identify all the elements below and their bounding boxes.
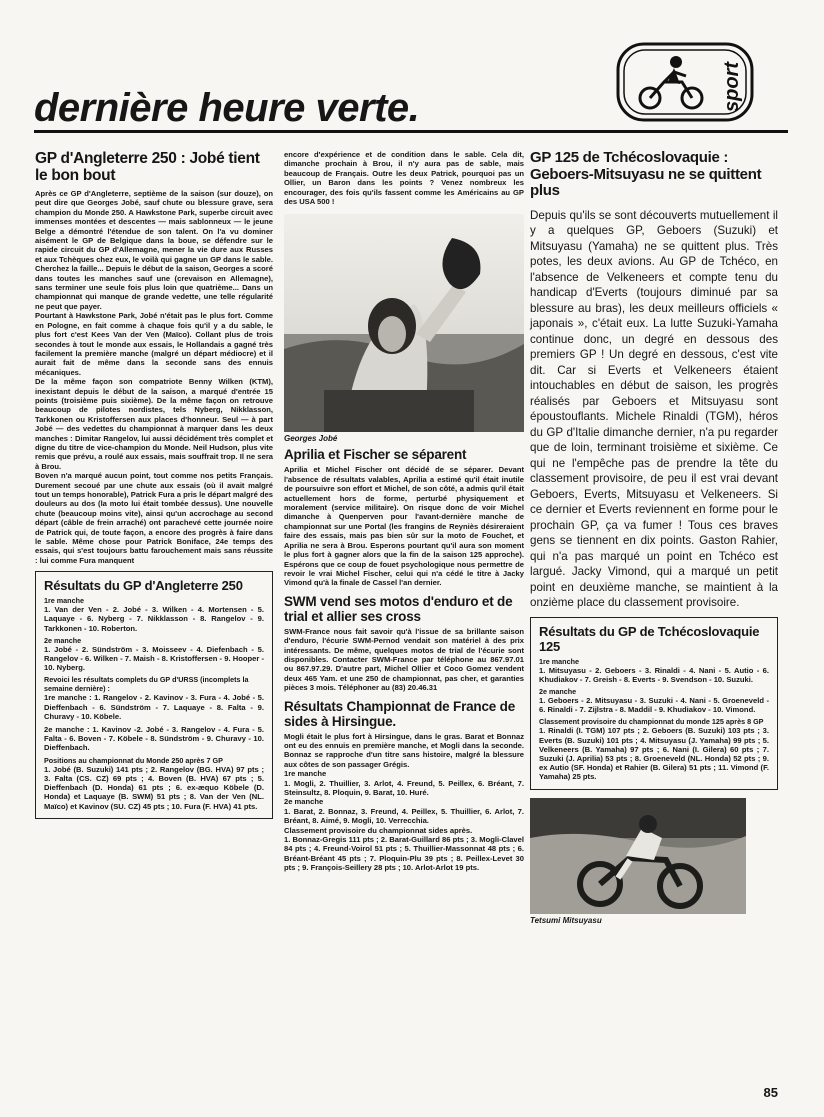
results-label: 2e manche [44, 635, 82, 645]
section-title: dernière heure verte. [34, 86, 420, 130]
headline-tchecoslovaquie: GP 125 de Tchécoslovaquie : Geboers-Mitsuyasu ne se quittent plus [530, 149, 762, 199]
sport-motocross-logo [616, 42, 754, 122]
article-swm: SWM-France nous fait savoir qu'à l'issue de sa brillante saison d'enduro, l'écurie SWM-Pernod vendait son matériel à des prix intéressants. De même, quelques motos de trial de l'écurie sont disponibles. Contacter SWM-France par téléphone au 867.97.01 ou 867.97.29. D'autre part, Michel Ollier et Coco Gomez vendent deux 465 Yam. et une 250 de championnat, pas cher, et garanties pièces 3 mois. Téléphoner au (83) 20.46.31 [284, 626, 524, 693]
article-paragraph: De la même façon son compatriote Benny Wilken (KTM), inexistant depuis le début de la saison, a marqué d'entrée 15 points (troisième puis sixième). De la même façon on retrouve beaucoup de pilotes nordistes, tels Nyberg, Nikklasson, Tarkkonen ou Kristoffersen aux places d'honneur. Seul — à part Jobé — des vedettes du championnat à marquer dans les deux manches : Dimitar Rangelov, lui aussi décidément très complet et digne du titre de vice-champion du Monde. Neil Hudson, plus vite remis que prévu, a roulé aux essais, mais souffrait trop. Il ne sera à Brou. [35, 377, 273, 471]
article-paragraph: Après ce GP d'Angleterre, septième de la saison (sur douze), on peut dire que Georges Jobé, sauf chute ou blessure grave, sera champion du Monde 250. A Hawkstone Park, superbe circuit avec immenses montées et descentes — mais sablonneux — le jeune Belge a démontré l'étendue de son talent. On l'a vu dominer aisément le GP de Belgique dans la boue, se défendre sur le rapide circuit du GP d'Allemagne, mener la vie dure aux Russes et aux Tchèques chez eux, le voilà qui gagne un GP dans le sable. Cherchez la faille... Depuis le début de la saison, Georges a scoré dans toutes les manches sauf une (crevaison en Allemagne), sans terminer une seule fois plus loin que quatrième... Dans un championnat qui manque de grande vedette, une telle régularité ne peut que payer. [35, 189, 273, 311]
photo-georges-jobe [284, 214, 524, 432]
title-rule [34, 130, 788, 133]
photo-caption: Georges Jobé [284, 434, 338, 444]
results-box-tchecoslovaquie [530, 617, 778, 790]
photo-mitsuyasu [530, 798, 746, 914]
article-paragraph: Boven n'a marqué aucun point, tout comme nos petits Français. Durement secoué par une chute aux essais (où il avait malgré tout un temps honorable), Patrick Fura a pris le départ malgré des douleurs au dos (la moto lui était tombée dessus). Une nouvelle chute (beaucoup moins vite), ainsi qu'un accrochage au second départ (câble de frein arraché) ont parachevé cette journée noire de Patrick qui, de toute façon, a encore des progrès à faire dans le sable. Même chose pour Patrick Boniface, 24e temps des essais, qui s'est toujours battu farouchement mais sans réussite : lui comme Fura manquent [35, 471, 273, 565]
column-tchecoslovaquie [530, 150, 778, 925]
results-text: 1. Mogli, 2. Thuillier, 3. Arlot, 4. Freund, 5. Peillex, 6. Bréant, 7. Steinsultz, 8. Ploquin, 9. Barat, 10. Huré. [284, 778, 524, 797]
results-label: 2e manche [284, 797, 324, 807]
results-label: 1re manche [44, 596, 84, 606]
results-label: 2e manche [539, 686, 577, 696]
results-text: 1. Geboers - 2. Mitsuyasu - 3. Suzuki - 4. Nani - 5. Groeneveld - 6. Rinaldi - 7. Zijlstra - 8. Maddil - 9. Khudiakov - 10. Vimond. [539, 695, 769, 715]
results-label: 1re manche [284, 769, 327, 779]
page-number: 85 [763, 1085, 778, 1100]
results-label: Positions au championnat du Monde 250 après 7 GP [44, 755, 223, 765]
results-text: 1. Rinaldi (I. TGM) 107 pts ; 2. Geboers (B. Suzuki) 103 pts ; 3. Everts (B. Suzuki) 101 pts ; 4. Mitsuyasu (J. Yamaha) 99 pts ; 5. Velkeneers (B. Yamaha) 97 pts ; 6. Nani (I. Gilera) 60 pts ; 7. Suzuki (J. Aprilia) 53 pts ; 8. Groeneveld (NL. Honda) 52 pts ; 9. ex Autio (SF. Honda) et Rahier (B. Gilera) 51 pts ; 11. Vimond (F. Yamaha) 25 pts. [539, 726, 769, 782]
sport-badge-text: sport [721, 62, 743, 112]
article-aprilia-fischer: Aprilia et Michel Fischer ont décidé de se séparer. Devant l'absence de résultats valables, Aprilia a estimé qu'il était inutile de poursuivre son effort et Michel, de son côté, a admis qu'il était actuellement hors de forme, perturbé physiquement et moralement (service militaire). On risque donc de voir Michel dimanche à Quenperven pour l'avant-dernière manche de championnat sur une Portal (les frangins de Reyniès désireraient faire des essais, mais pas bien sûr sur la moto de Fouchet, et Aprilia ne sera à Brou. Esperons pourtant qu'il aura son moment le plus fort à gagner alors que la fin de la saison 125 approche). Espérons que ce coup de fouet psychologique nous permettre de revoir le vrai Michel Fischer, celui qui n'a cédé le titre à Jacky Vimond qu'à la finale de Cassel l'an dernier. [284, 465, 524, 588]
results-box-angleterre [35, 571, 273, 818]
headline-swm: SWM vend ses motos d'enduro et de trial et allier ses cross [284, 593, 513, 624]
photo-caption: Tetsumi Mitsuyasu [530, 915, 602, 925]
results-title: Résultats du GP d'Angleterre 250 [44, 578, 243, 594]
photo-jobe-image [284, 214, 524, 432]
article-tchecoslovaquie: Depuis qu'ils se sont découverts mutuellement il y a quelques GP, Geboers (Suzuki) et Mitsuyasu (Yamaha) ne se quittent plus. Très potes, les deux avions. Au GP de Tchéco, en l'absence de Velkeneers et compte tenu du handicap d'Everts (toujours diminué par sa blessure au bras), les deux meilleurs officiels « japonais », c'était eux. La lutte Suzuki-Yamaha continue donc, un degré en dessous des premiers GP ! Un degré en dessous, c'est vite dit. Car si Everts et Velkeneers étaient intouchables en début de saison, les progrès réalisés par Geboers et Mitsuyasu sont époustouflants. Michele Rinaldi (TGM), héros du GP d'Italie dimanche dernier, n'a pu regarder que de loin, terminant troisième et sixième. Ce qui ne l'empêche pas de prendre la tête du classement provisoire, de peu il est vrai devant Geboers, Everts, Mitsuyasu et Velkeneers. Si ce dernier et Everts reviennent en forme pour le prochain GP, ça va fumer ! Tous ces braves gens se tiennent en dix points. Gaston Rahier, qui n'a pas marqué un point en Tchéco est largué. Jacky Vimond, qui a marqué un petit point en deuxième manche, se maintient à la onzième place du classement provisoire. [530, 208, 778, 609]
headline-angleterre: GP d'Angleterre 250 : Jobé tient le bon bout [35, 150, 260, 184]
results-label: Revoici les résultats complets du GP d'URSS (incomplets la semaine dernière) : [44, 675, 249, 694]
results-text: 1re manche : 1. Rangelov - 2. Kavinov - 3. Fura - 4. Jobé - 5. Dieffenbach - 6. Sündström - 7. Laquaye - 8. Falta - 9. Churavy - 10. Köbele. [44, 693, 264, 721]
photo-mitsuyasu-image [530, 798, 746, 914]
results-text: 1. Barat, 2. Bonnaz, 3. Freund, 4. Peillex, 5. Thuillier, 6. Arlot, 7. Bréant, 8. Aimé, 9. Mogli, 10. Verrecchia. [284, 806, 524, 826]
results-title: Résultats du GP de Tchécoslovaquie 125 [539, 623, 760, 654]
results-label: 1re manche [539, 656, 579, 666]
results-text: 1. Jobé - 2. Sündström - 3. Moisseev - 4. Diefenbach - 5. Rangelov - 6. Wilken - 7. Maish - 8. Kristoffersen - 9. Hooper - 10. Nyberg. [44, 644, 264, 673]
results-text: 1. Jobé (B. Suzuki) 141 pts ; 2. Rangelov (BG. HVA) 97 pts ; 3. Falta (CS. CZ) 69 pts ; 4. Boven (B. HVA) 67 pts ; 5. Dieffenbach (D. Honda) 61 pts ; 6. ex-æquo Köbele (D. Honda) et Laquaye (B. SWM) 51 pts ; 8. Van der Ven (NL. Maïco) et Kavinov (SU. CZ) 45 pts ; 10. Fura (F. HVA) 41 pts. [44, 764, 264, 811]
headline-aprilia-fischer: Aprilia et Fischer se séparent [284, 447, 467, 463]
results-text: 1. Bonnaz-Gregis 111 pts ; 2. Barat-Guillard 86 pts ; 3. Mogli-Clavel 84 pts ; 4. Freund-Voirol 51 pts ; 5. Thuillier-Massonnat 48 pts ; 6. Bréant-Bréant 45 pts ; 7. Ploquin-Plu 39 pts ; 8. Peillex-Levet 30 pts ; 9. François-Seillery 28 pts ; 10. Arlot-Arlot 19 pts. [284, 835, 524, 873]
column-angleterre [35, 150, 273, 819]
article-sides: Mogli était le plus fort à Hirsingue, dans le gras. Barat et Bonnaz ont eu des ennuis en première manche, et Mogli dans la seconde. Bonnaz se rapproche d'un titre sans histoire, malgré la blessure aux côtes de son passager Grégis. [284, 731, 524, 769]
results-text: 1. Mitsuyasu - 2. Geboers - 3. Rinaldi - 4. Nani - 5. Autio - 6. Khudiakov - 7. Greish - 8. Everts - 9. Svendson - 10. Suzuki. [539, 665, 769, 684]
results-text: 2e manche : 1. Kavinov -2. Jobé - 3. Rangelov - 4. Fura - 5. Falta - 6. Boven - 7. Köbele - 8. Sündström - 9. Churavy - 10. Dieffenbach. [44, 725, 264, 753]
results-label: Classement provisoire du championnat du monde 125 après 8 GP [539, 717, 764, 727]
results-text: 1. Van der Ven - 2. Jobé - 3. Wilken - 4. Mortensen - 5. Laquaye - 6. Nyberg - 7. Nikklasson - 8. Rangelov - 9. Tarkkonen - 10. Roberton. [44, 605, 264, 633]
article-continuation: encore d'expérience et de condition dans le sable. Cela dit, dimanche prochain à Brou, il n'y aura pas de sable, mais beaucoup de Français. Outre les deux Patrick, pourquoi pas un Ollier, un Baron dans les points ? Venez nombreux les encourager, des fois qu'ils fassent comme les Américains au GP des USA 500 ! [284, 150, 524, 207]
article-paragraph: Pourtant à Hawkstone Park, Jobé n'était pas le plus fort. Comme en Pologne, en fait comme à chaque fois qu'il y a du sable, le plus fort c'est Kees Van der Ven (Maïco). Collant plus de trois secondes à tout le monde aux essais, le Hollandais a gagné très facilement la première manche (malgré un départ médiocre) et il aurait fait de même dans la seconde sans des ennuis mécaniques. [35, 311, 273, 377]
results-label: Classement provisoire du championnat sides après. [284, 825, 473, 835]
headline-sides-hirsingue: Résultats Championnat de France de sides à Hirsingue. [284, 698, 515, 729]
column-middle [284, 150, 524, 873]
